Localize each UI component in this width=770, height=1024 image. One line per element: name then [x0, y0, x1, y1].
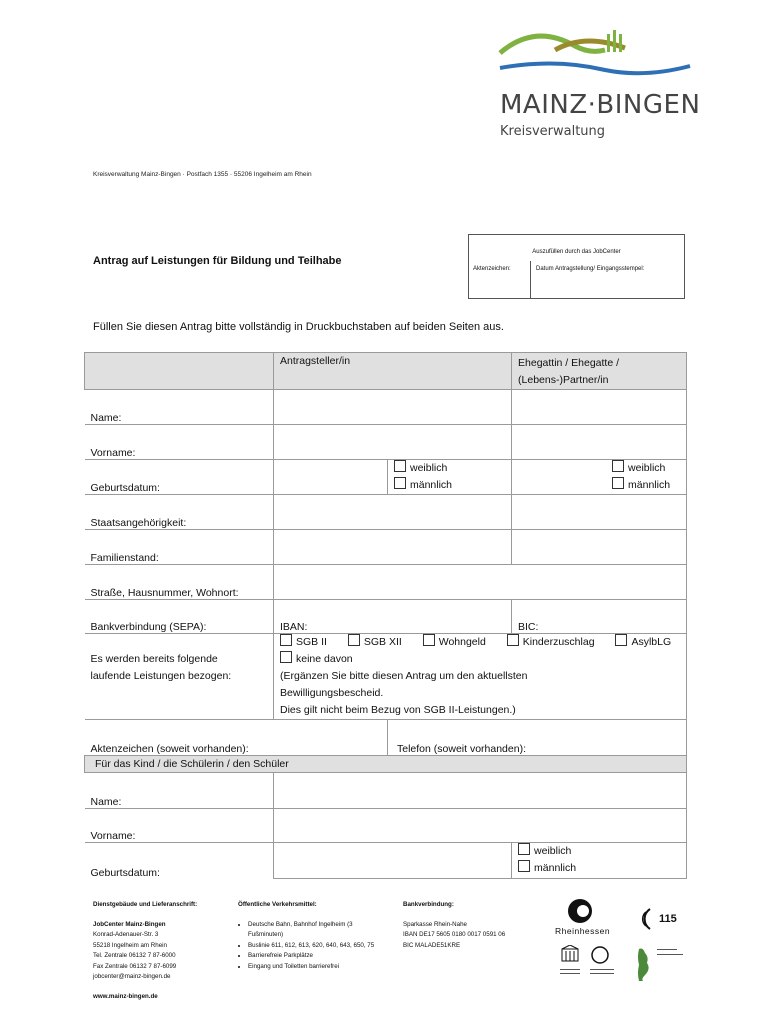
first-name-label: Vorname:	[85, 425, 274, 460]
partner-column-header-line2: (Lebens-)Partner/in	[518, 374, 609, 386]
footer-address-line: Tel. Zentrale 06132 7 87-6000	[93, 952, 176, 959]
list-item: • Eingang und Toiletten barrierefrei	[248, 962, 378, 973]
partner-male-label: männlich	[628, 479, 671, 491]
rheinhessen-logo-icon	[566, 897, 596, 925]
partner-name-field[interactable]	[512, 390, 687, 425]
child-supplement-checkbox[interactable]	[507, 634, 519, 646]
table-row	[85, 600, 687, 634]
logo-title: MAINZ·BINGEN	[500, 90, 701, 120]
table-row	[85, 720, 687, 756]
child-male-label: männlich	[534, 862, 577, 874]
applicant-female-checkbox[interactable]	[394, 460, 406, 472]
footer-address-line: Fax Zentrale 06132 7 87-6099	[93, 962, 177, 970]
bic-field[interactable]	[512, 600, 687, 634]
list-item: • Buslinie 611, 612, 613, 620, 640, 643, 650, 75	[248, 941, 378, 952]
table-row	[85, 809, 687, 843]
footer-address-line: 55218 Ingelheim am Rhein	[93, 941, 167, 949]
footer-address-line: JobCenter Mainz-Bingen	[93, 920, 166, 928]
table-row	[85, 460, 687, 495]
office-date-stamp-label: Datum Antragstellung/ Eingangsstempel:	[536, 266, 645, 272]
bank-label: Bankverbindung (SEPA):	[85, 600, 274, 634]
table-row	[85, 495, 687, 530]
table-row	[85, 773, 687, 809]
partner-column-header-line1: Ehegattin / Ehegatte /	[518, 357, 620, 369]
none-label: keine davon	[296, 653, 353, 665]
applicant-first-name-field[interactable]	[274, 425, 512, 460]
applicant-marital-status-field[interactable]	[274, 530, 512, 565]
office-box-divider	[530, 261, 531, 299]
phone-label: Telefon (soweit vorhanden):	[397, 743, 526, 755]
list-item: • Barrierefreie Parkplätze	[248, 951, 378, 962]
footer-bank-line: Sparkasse Rhein-Nahe	[403, 920, 467, 928]
footer-address-heading: Dienstgebäude und Lieferanschrift:	[93, 901, 198, 908]
footer-transport-block	[238, 900, 378, 972]
unesco-world-heritage-icon	[560, 945, 620, 981]
instruction-text: Füllen Sie diesen Antrag bitte vollständig in Druckbuchstaben auf beiden Seiten aus.	[93, 321, 504, 333]
child-supplement-label: Kinderzuschlag	[522, 636, 595, 648]
table-row	[85, 565, 687, 600]
partner-marital-status-field[interactable]	[512, 530, 687, 565]
benefits-label-line1: Es werden bereits folgende	[90, 653, 218, 665]
partner-female-checkbox[interactable]	[612, 460, 624, 472]
list-item: • Deutsche Bahn, Bahnhof Ingelheim (3 Fußminuten)	[248, 920, 378, 941]
child-birth-date-field[interactable]	[274, 843, 512, 879]
sgb12-label: SGB XII	[363, 636, 402, 648]
region-map-icon	[635, 945, 687, 983]
mainz-bingen-logo-graphic	[495, 28, 695, 88]
footer-website[interactable]: www.mainz-bingen.de	[93, 992, 158, 1000]
housing-benefit-label: Wohngeld	[438, 636, 486, 648]
applicant-birth-date-field[interactable]	[274, 460, 388, 495]
footer-bank-block	[403, 900, 538, 951]
rheinhessen-logo-text: Rheinhessen	[555, 926, 611, 936]
child-male-checkbox[interactable]	[518, 860, 530, 872]
child-section-heading: Für das Kind / die Schülerin / den Schüler	[85, 756, 687, 773]
benefits-label-line2: laufende Leistungen bezogen:	[90, 670, 232, 682]
name-label: Name:	[85, 390, 274, 425]
case-number-field[interactable]	[85, 720, 388, 756]
child-first-name-field[interactable]	[274, 809, 687, 843]
partner-female-label: weiblich	[628, 462, 666, 474]
footer-bank-heading: Bankverbindung:	[403, 901, 454, 908]
none-checkbox[interactable]	[280, 651, 292, 663]
footer-bank-line: BIC MALADE51KRE	[403, 941, 461, 949]
sgb2-label: SGB II	[296, 636, 327, 648]
service-115-text: 115	[659, 913, 677, 925]
benefits-note-line1: (Ergänzen Sie bitte diesen Antrag um den aktuellsten	[280, 670, 528, 682]
asylblg-label: AsylbLG	[631, 636, 672, 648]
child-birth-date-label: Geburtsdatum:	[85, 843, 274, 879]
footer-email[interactable]: jobcenter@mainz-bingen.de	[93, 973, 171, 980]
table-row	[85, 390, 687, 425]
table-row	[85, 843, 687, 879]
benefits-note-line2: Bewilligungsbescheid.	[280, 687, 384, 699]
logo-subtitle: Kreisverwaltung	[500, 124, 606, 139]
partner-male-checkbox[interactable]	[612, 477, 624, 489]
form-title: Antrag auf Leistungen für Bildung und Teilhabe	[93, 255, 342, 267]
applicant-male-label: männlich	[410, 479, 453, 491]
child-name-label: Name:	[85, 773, 274, 809]
footer-transport-list	[238, 920, 378, 973]
table-row	[85, 530, 687, 565]
child-first-name-label: Vorname:	[85, 809, 274, 843]
child-female-label: weiblich	[534, 845, 572, 857]
sgb12-checkbox[interactable]	[348, 634, 360, 646]
applicant-name-field[interactable]	[274, 390, 512, 425]
child-name-field[interactable]	[274, 773, 687, 809]
table-row	[85, 634, 687, 720]
office-box-heading: Auszufüllen durch das JobCenter	[532, 249, 621, 255]
applicant-male-checkbox[interactable]	[394, 477, 406, 489]
child-section-header-row	[85, 756, 687, 773]
footer-transport-heading: Öffentliche Verkehrsmittel:	[238, 901, 317, 908]
nationality-label: Staatsangehörigkeit:	[85, 495, 274, 530]
iban-label: IBAN:	[280, 621, 308, 633]
office-use-box	[468, 234, 685, 299]
iban-field[interactable]	[274, 600, 512, 634]
sender-address-line: Kreisverwaltung Mainz-Bingen · Postfach 1355 · 55206 Ingelheim am Rhein	[93, 171, 312, 178]
footer-address-line: Konrad-Adenauer-Str. 3	[93, 931, 159, 938]
applicant-nationality-field[interactable]	[274, 495, 512, 530]
office-file-number-label: Aktenzeichen:	[473, 266, 511, 272]
applicant-female-label: weiblich	[410, 462, 448, 474]
marital-status-label: Familienstand:	[85, 530, 274, 565]
applicant-column-header: Antragsteller/in	[280, 355, 351, 367]
address-field[interactable]	[274, 565, 687, 600]
bic-label: BIC:	[518, 621, 539, 633]
asylblg-checkbox[interactable]	[615, 634, 627, 646]
table-header-row	[85, 353, 687, 390]
sgb2-checkbox[interactable]	[280, 634, 292, 646]
footer-bank-line: IBAN DE17 5605 0180 0017 0591 06	[403, 931, 506, 938]
birth-date-label: Geburtsdatum:	[85, 460, 274, 495]
phone-field[interactable]	[388, 720, 687, 756]
footer-address-block	[93, 900, 233, 1002]
housing-benefit-checkbox[interactable]	[423, 634, 435, 646]
application-form-table	[84, 352, 687, 879]
benefits-note-line3: Dies gilt nicht beim Bezug von SGB II-Leistungen.)	[280, 704, 516, 716]
partner-nationality-field[interactable]	[512, 495, 687, 530]
address-label: Straße, Hausnummer, Wohnort:	[85, 565, 274, 600]
table-row	[85, 425, 687, 460]
child-female-checkbox[interactable]	[518, 843, 530, 855]
partner-first-name-field[interactable]	[512, 425, 687, 460]
case-number-label: Aktenzeichen (soweit vorhanden):	[90, 743, 249, 755]
